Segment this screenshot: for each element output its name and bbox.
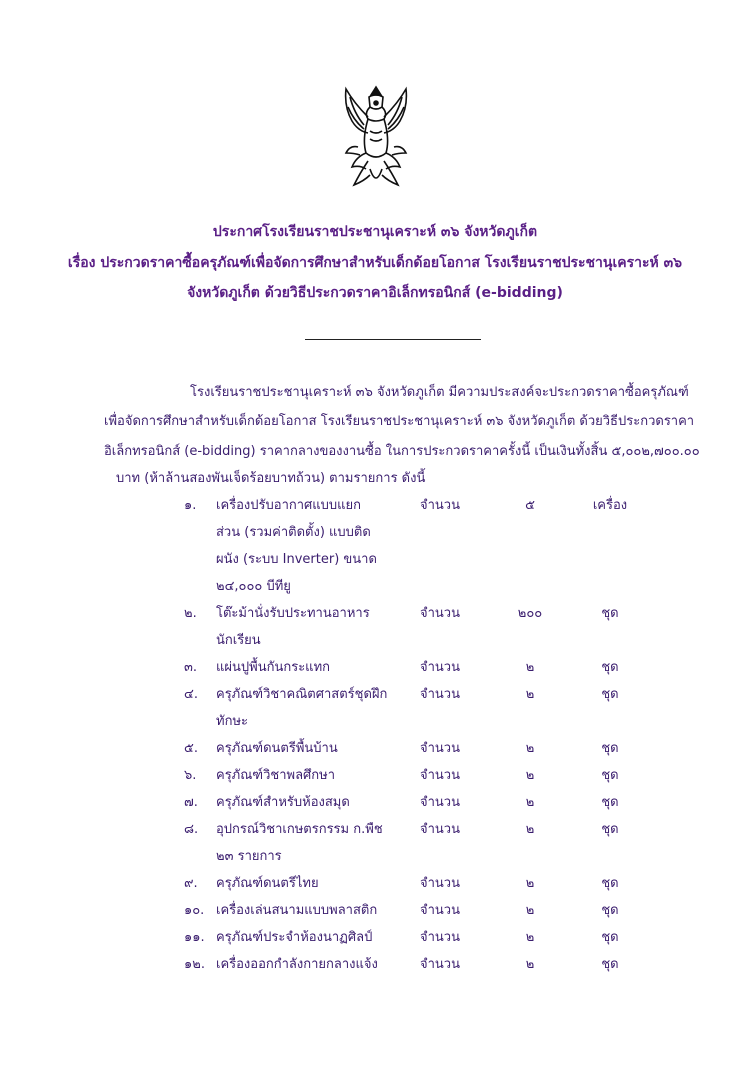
item-name-line: แผ่นปูพื้นกันกระแทก	[216, 660, 331, 675]
item-count-label: จำนวน	[420, 957, 460, 972]
item-unit: ชุด	[601, 876, 619, 891]
item-quantity: ๒	[525, 957, 535, 972]
item-name-line: ครุภัณฑ์ประจำห้องนาฏศิลป์	[216, 930, 373, 945]
item-name-line: ๒๔,๐๐๐ บีทียู	[216, 579, 291, 594]
item-quantity: ๒	[525, 660, 535, 675]
item-name	[216, 600, 406, 654]
item-name-line: ครุภัณฑ์ดนตรีพื้นบ้าน	[216, 741, 338, 756]
item-number: ๘.	[184, 822, 199, 837]
item-number: ๓.	[184, 660, 198, 675]
item-name	[216, 924, 406, 951]
item-number: ๑๒.	[184, 957, 205, 972]
item-unit: ชุด	[601, 741, 619, 756]
item-count-label: จำนวน	[420, 876, 460, 891]
item-name	[216, 897, 406, 924]
item-unit: ชุด	[601, 795, 619, 810]
item-unit: ชุด	[601, 957, 619, 972]
item-quantity: ๒	[525, 741, 535, 756]
item-name	[216, 951, 406, 978]
item-quantity: ๒	[525, 687, 535, 702]
item-name-line: ๒๓ รายการ	[216, 849, 282, 864]
item-quantity: ๒	[525, 876, 535, 891]
item-quantity: ๒๐๐	[517, 606, 543, 621]
body-paragraph-line-3: อิเล็กทรอนิกส์ (e-bidding) ราคากลางของงานซื้อ ในการประกวดราคาครั้งนี้ เป็นเงินทั้งสิ้น ๕,๐๐๒,๗๐๐.๐๐	[104, 444, 700, 459]
item-unit: ชุด	[601, 822, 619, 837]
item-unit: ชุด	[601, 687, 619, 702]
item-number: ๔.	[184, 687, 198, 702]
item-unit: ชุด	[601, 660, 619, 675]
item-unit: ชุด	[601, 768, 619, 783]
item-name-line: ครุภัณฑ์ดนตรีไทย	[216, 876, 319, 891]
item-name	[216, 789, 406, 816]
item-count-label: จำนวน	[420, 822, 460, 837]
announcement-subject: เรื่อง ประกวดราคาซื้อครุภัณฑ์เพื่อจัดการศึกษาสำหรับเด็กด้อยโอกาส โรงเรียนราชประชานุเคราะห์ ๓๖	[67, 255, 683, 271]
item-name	[216, 654, 406, 681]
announcement-subject-cont: จังหวัดภูเก็ต ด้วยวิธีประกวดราคาอิเล็กทรอนิกส์ (e-bidding)	[187, 285, 563, 301]
item-name-line: นักเรียน	[216, 633, 261, 648]
item-number: ๑๐.	[184, 903, 205, 918]
garuda-emblem-icon	[340, 83, 412, 191]
item-name-line: อุปกรณ์วิชาเกษตรกรรม ก.พืช	[216, 822, 383, 837]
item-number: ๕.	[184, 741, 198, 756]
item-number: ๖.	[184, 768, 197, 783]
item-count-label: จำนวน	[420, 606, 460, 621]
item-quantity: ๒	[525, 903, 535, 918]
item-name-line: เครื่องเล่นสนามแบบพลาสติก	[216, 903, 378, 918]
body-paragraph-line-4: บาท (ห้าล้านสองพันเจ็ดร้อยบาทถ้วน) ตามรายการ ดังนี้	[116, 471, 426, 486]
item-number: ๙.	[184, 876, 198, 891]
item-quantity: ๒	[525, 795, 535, 810]
item-count-label: จำนวน	[420, 687, 460, 702]
item-count-label: จำนวน	[420, 795, 460, 810]
item-count-label: จำนวน	[420, 660, 460, 675]
item-number: ๑.	[184, 498, 197, 513]
item-quantity: ๒	[525, 822, 535, 837]
item-quantity: ๒	[525, 768, 535, 783]
item-count-label: จำนวน	[420, 930, 460, 945]
item-quantity: ๕	[525, 498, 535, 513]
item-unit: ชุด	[601, 606, 619, 621]
item-unit: ชุด	[601, 930, 619, 945]
item-name-line: ผนัง (ระบบ Inverter) ขนาด	[216, 552, 377, 567]
item-name	[216, 735, 406, 762]
item-count-label: จำนวน	[420, 903, 460, 918]
item-quantity: ๒	[525, 930, 535, 945]
item-number: ๑๑.	[184, 930, 205, 945]
item-name-line: ครุภัณฑ์วิชาคณิตศาสตร์ชุดฝึก	[216, 687, 388, 702]
divider-line	[305, 339, 481, 340]
body-paragraph-line-1: โรงเรียนราชประชานุเคราะห์ ๓๖ จังหวัดภูเก็ต มีความประสงค์จะประกวดราคาซื้อครุภัณฑ์	[190, 385, 689, 400]
item-name-line: เครื่องปรับอากาศแบบแยก	[216, 498, 362, 513]
item-count-label: จำนวน	[420, 768, 460, 783]
item-name	[216, 816, 406, 870]
item-name-line: ครุภัณฑ์สำหรับห้องสมุด	[216, 795, 350, 810]
item-name-line: ครุภัณฑ์วิชาพลศึกษา	[216, 768, 336, 783]
item-name	[216, 492, 406, 600]
item-number: ๗.	[184, 795, 198, 810]
item-count-label: จำนวน	[420, 741, 460, 756]
item-name	[216, 762, 406, 789]
item-name-line: โต๊ะม้านั่งรับประทานอาหาร	[216, 606, 370, 621]
item-unit: ชุด	[601, 903, 619, 918]
item-unit: เครื่อง	[592, 498, 628, 513]
item-number: ๒.	[184, 606, 197, 621]
item-name-line: ทักษะ	[216, 714, 248, 729]
announcement-title: ประกาศโรงเรียนราชประชานุเคราะห์ ๓๖ จังหวัดภูเก็ต	[212, 224, 538, 240]
item-name	[216, 681, 406, 735]
item-name-line: เครื่องออกกำลังกายกลางแจ้ง	[216, 957, 378, 972]
item-name	[216, 870, 406, 897]
body-paragraph-line-2: เพื่อจัดการศึกษาสำหรับเด็กด้อยโอกาส โรงเรียนราชประชานุเคราะห์ ๓๖ จังหวัดภูเก็ต ด้วยวิธีประกวดราคา	[104, 414, 695, 429]
item-count-label: จำนวน	[420, 498, 460, 513]
item-name-line: ส่วน (รวมค่าติดตั้ง) แบบติด	[216, 525, 371, 540]
